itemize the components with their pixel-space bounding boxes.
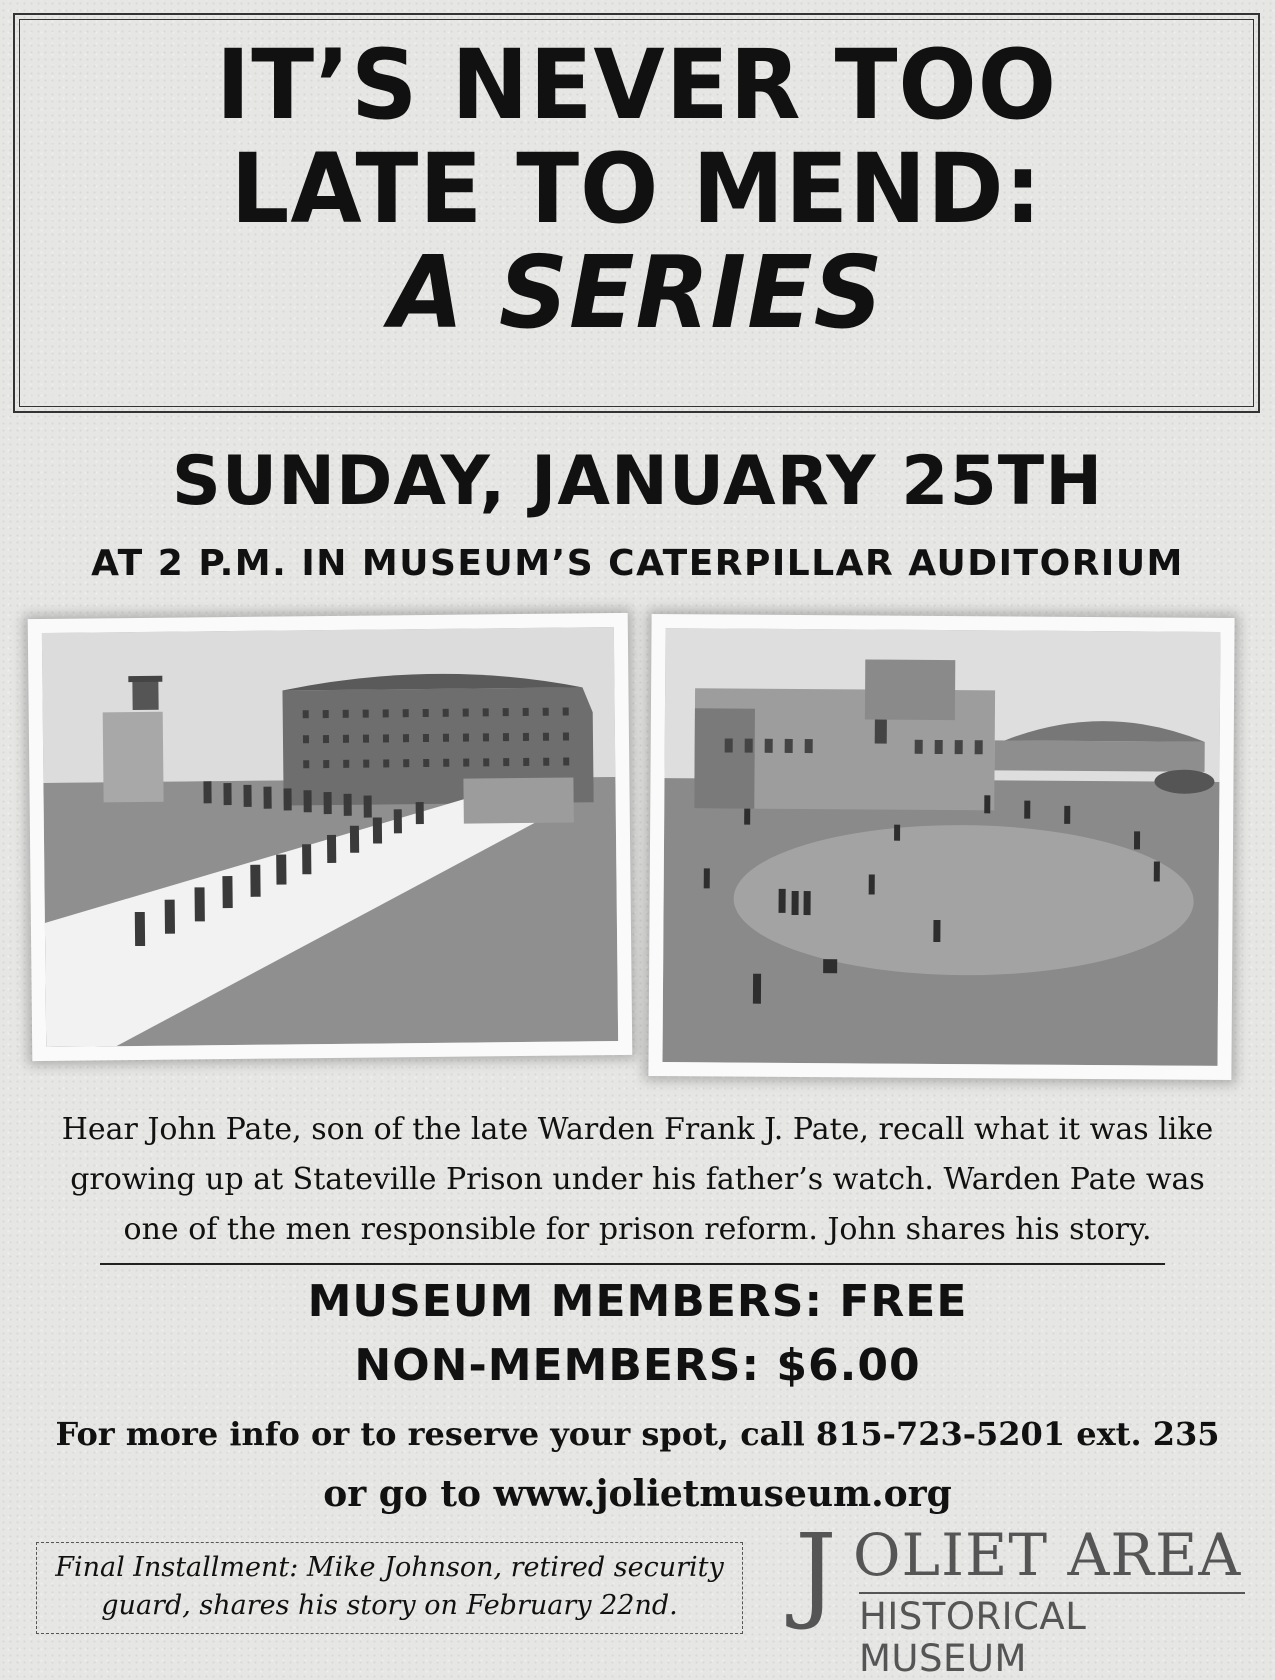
logo-line-2: HISTORICAL MUSEUM — [859, 1592, 1245, 1680]
prisoners-marching-photo — [28, 613, 633, 1061]
logo-line-1: OLIET AREA — [853, 1521, 1242, 1589]
title-line-2: LATE TO MEND: — [230, 133, 1043, 245]
museum-logo — [795, 1511, 1245, 1680]
title-line-1: IT’S NEVER TOO — [215, 29, 1058, 141]
prison-yard-image — [662, 628, 1220, 1066]
members-price: MUSEUM MEMBERS: FREE — [307, 1276, 968, 1327]
prisoners-marching-image — [42, 627, 618, 1047]
final-installment-note — [36, 1542, 743, 1634]
non-members-price: NON-MEMBERS: $6.00 — [354, 1340, 921, 1391]
prison-yard-baseball-photo — [648, 614, 1234, 1080]
logo-initial: J — [795, 1511, 837, 1633]
title-line-3: A SERIES — [389, 234, 884, 351]
description-line-1: Hear John Pate, son of the late Warden Frank J. Pate, recall what it was like — [61, 1112, 1214, 1147]
event-time-place: AT 2 P.M. IN MUSEUM’S CATERPILLAR AUDITORIUM — [91, 543, 1184, 584]
description-line-3: one of the men responsible for prison reform. John shares his story. — [123, 1212, 1152, 1247]
final-installment-line-1: Final Installment: Mike Johnson, retired security — [55, 1552, 724, 1583]
contact-phone: For more info or to reserve your spot, call 815-723-5201 ext. 235 — [55, 1415, 1220, 1453]
event-date: SUNDAY, JANUARY 25TH — [171, 442, 1104, 521]
title-box — [13, 13, 1260, 413]
final-installment-line-2: guard, shares his story on February 22nd. — [101, 1590, 678, 1621]
contact-website[interactable]: or go to www.jolietmuseum.org — [323, 1473, 952, 1515]
section-divider — [100, 1263, 1165, 1265]
event-description — [30, 1105, 1245, 1255]
description-line-2: growing up at Stateville Prison under his father’s watch. Warden Pate was — [70, 1162, 1205, 1197]
